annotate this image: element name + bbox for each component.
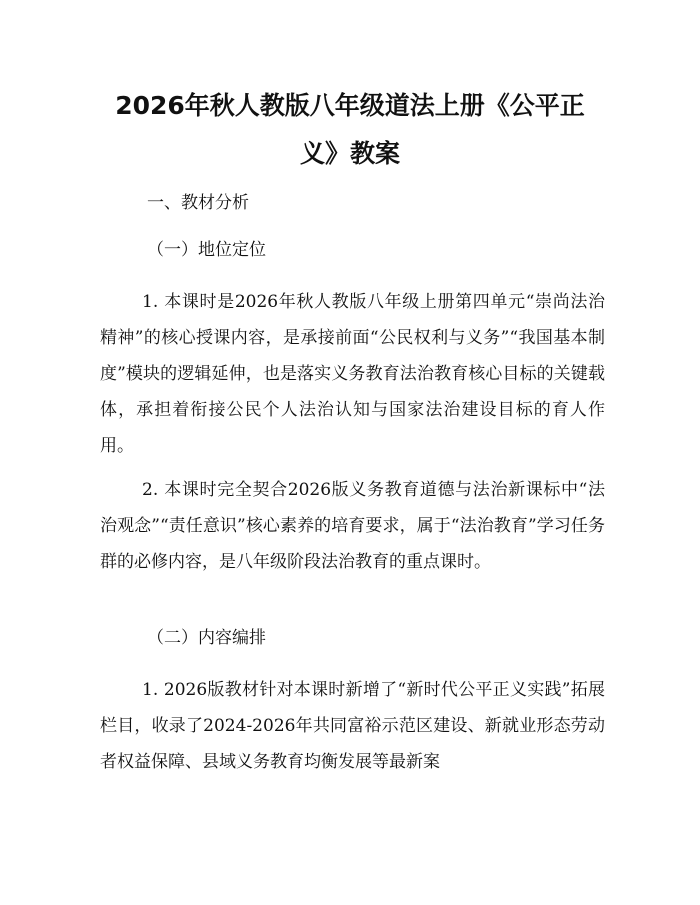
section-heading-textbook-analysis: 一、教材分析 bbox=[147, 193, 249, 213]
subsection-heading-position: （一）地位定位 bbox=[147, 240, 266, 260]
paragraph-position-1: 1. 本课时是2026年秋人教版八年级上册第四单元“崇尚法治精神”的核心授课内容，是承接前面“公民权利与义务”“我国基本制度”模块的逻辑延伸，也是落实义务教育法治教育核心目标的关键载体，承担着衔接公民个人法治认知与国家法治建设目标的育人作用。 bbox=[100, 292, 605, 456]
paragraph-position-2: 2. 本课时完全契合2026版义务教育道德与法治新课标中“法治观念”“责任意识”核心素养的培育要求，属于“法治教育”学习任务群的必修内容，是八年级阶段法治教育的重点课时。 bbox=[100, 480, 605, 572]
subsection-heading-content-arrangement: （二）内容编排 bbox=[147, 628, 266, 648]
paragraph-content-arrangement-1: 1. 2026版教材针对本课时新增了“新时代公平正义实践”拓展栏目，收录了2024-2026年共同富裕示范区建设、新就业形态劳动者权益保障、县域义务教育均衡发展等最新案 bbox=[100, 680, 605, 772]
document-title: 2026年秋人教版八年级道法上册《公平正义》教案 bbox=[115, 91, 585, 168]
